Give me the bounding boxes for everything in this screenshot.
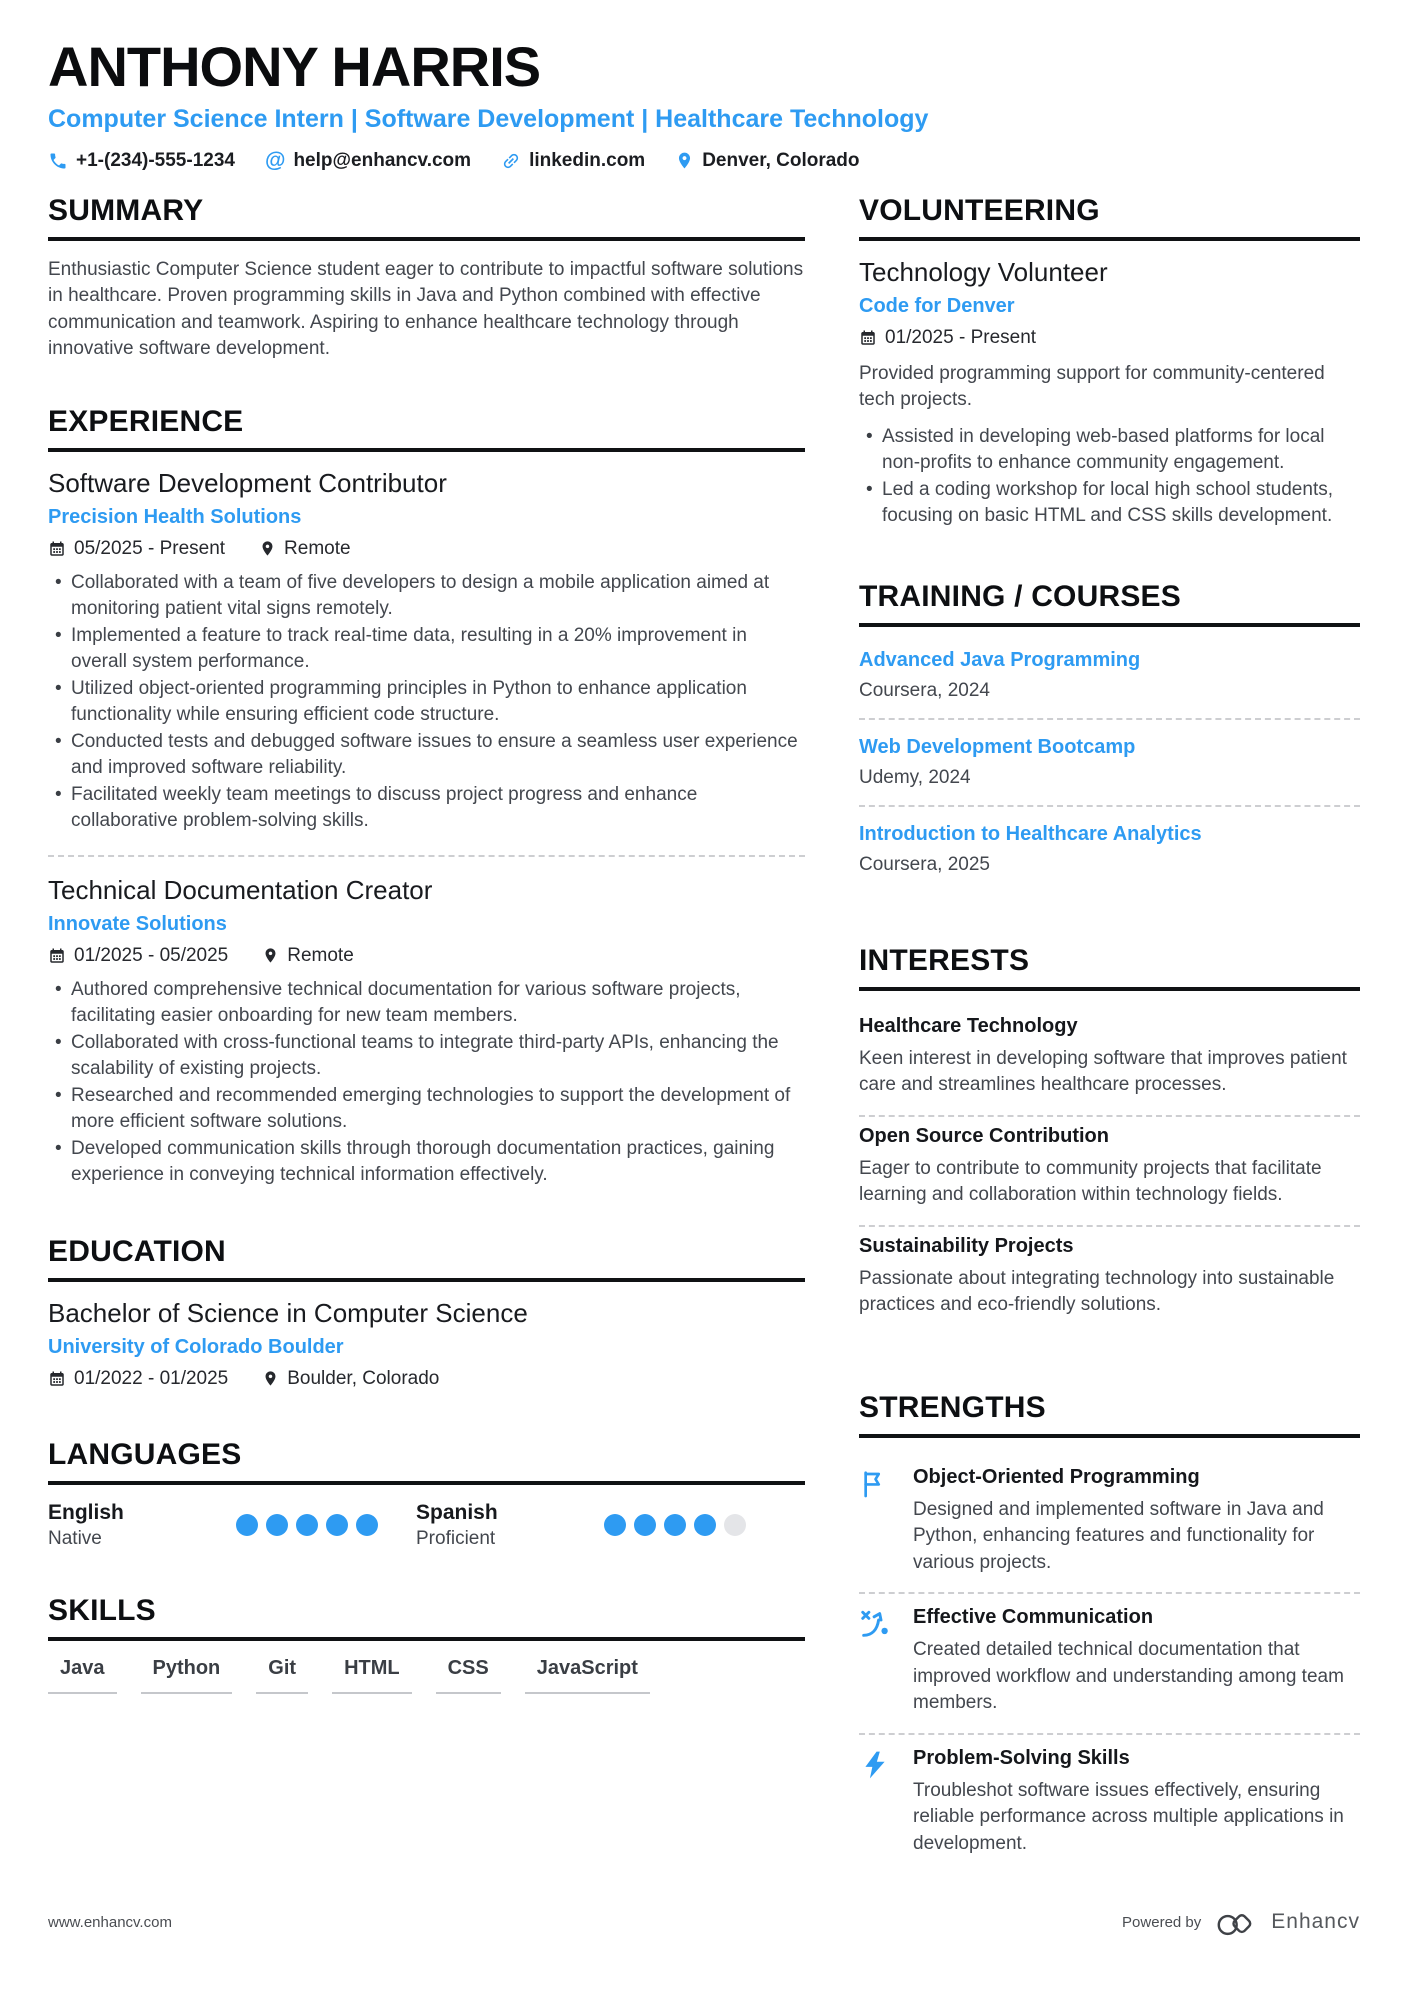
skills-section xyxy=(48,1594,805,1694)
email-address: help@enhancv.com xyxy=(293,149,472,171)
strength-item xyxy=(859,1594,1360,1733)
language-name: English xyxy=(48,1500,124,1524)
degree-title: Bachelor of Science in Computer Science xyxy=(48,1297,528,1328)
date-text: 05/2025 - Present xyxy=(74,537,226,559)
skill-tag: Java xyxy=(48,1657,117,1694)
at-icon: @ xyxy=(264,149,286,173)
date-text: 01/2025 - Present xyxy=(885,326,1037,348)
divider xyxy=(859,718,1360,720)
phone-number: +1-(234)-555-1234 xyxy=(76,149,235,171)
footer-site-link[interactable]: www.enhancv.com xyxy=(48,1913,172,1931)
interest-title: Healthcare Technology xyxy=(859,1014,1078,1037)
education-meta xyxy=(48,1368,805,1390)
level-dot-filled xyxy=(266,1514,288,1536)
languages-heading: LANGUAGES xyxy=(48,1438,805,1485)
date-range xyxy=(48,538,225,560)
strength-text: Created detailed technical documentation that improved workflow and understanding among team members. xyxy=(913,1639,1344,1714)
interest-text: Passionate about integrating technology into sustainable practices and eco-friendly solutions. xyxy=(859,1267,1335,1316)
strength-item xyxy=(859,1735,1360,1874)
skill-tag: JavaScript xyxy=(525,1657,650,1694)
divider xyxy=(859,805,1360,807)
strength-title: Object-Oriented Programming xyxy=(913,1465,1200,1488)
experience-section xyxy=(48,405,805,1189)
volunteering-section xyxy=(859,194,1360,530)
interests-section xyxy=(859,944,1360,1335)
job-location xyxy=(262,945,354,967)
date-range xyxy=(48,1368,228,1390)
training-section xyxy=(859,580,1360,890)
headline: Computer Science Intern | Software Development | Healthcare Technology xyxy=(48,104,929,133)
job-meta xyxy=(48,538,805,560)
powered-by-label: Powered by xyxy=(1122,1913,1202,1931)
strength-text: Designed and implemented software in Java and Python, enhancing features and functionality for various projects. xyxy=(913,1498,1324,1573)
interest-item xyxy=(859,1007,1360,1115)
skills-heading: SKILLS xyxy=(48,1594,805,1641)
bullet: • Collaborated with a team of five developers to design a mobile application aimed at monitoring patient vital signs remotely. xyxy=(48,570,805,623)
date-range xyxy=(48,945,228,967)
level-dot-filled xyxy=(326,1514,348,1536)
level-dot-filled xyxy=(236,1514,258,1536)
course-item xyxy=(859,809,1360,890)
bullet: • Collaborated with cross-functional teams to integrate third-party APIs, enhancing the scalability of existing projects. xyxy=(48,1030,805,1083)
interest-item xyxy=(859,1117,1360,1225)
level-dot-filled xyxy=(694,1514,716,1536)
email-contact[interactable] xyxy=(265,150,471,172)
level-dot-filled xyxy=(296,1514,318,1536)
calendar-icon xyxy=(48,947,66,965)
enhancv-brand-name[interactable]: Enhancv xyxy=(1271,1910,1360,1933)
strengths-heading: STRENGTHS xyxy=(859,1391,1360,1438)
bullet: • Conducted tests and debugged software issues to ensure a seamless user experience and improved software reliability. xyxy=(48,729,805,782)
date-range xyxy=(859,327,1036,349)
page-footer xyxy=(48,1905,1360,1939)
course-link[interactable]: Advanced Java Programming xyxy=(859,648,1141,671)
level-dot-filled xyxy=(634,1514,656,1536)
language-dots xyxy=(604,1514,746,1536)
course-item xyxy=(859,643,1360,716)
job-bullets xyxy=(48,570,805,835)
linkedin-url: linkedin.com xyxy=(529,149,646,171)
flag-icon xyxy=(859,1466,895,1577)
job-title: Technical Documentation Creator xyxy=(48,874,433,905)
organization-link[interactable]: Code for Denver xyxy=(859,294,1015,317)
skill-tag: CSS xyxy=(436,1657,501,1694)
strengths-section xyxy=(859,1391,1360,1874)
volunteer-meta xyxy=(859,327,1360,349)
volunteering-heading: VOLUNTEERING xyxy=(859,194,1360,241)
strength-title: Effective Communication xyxy=(913,1606,1154,1629)
level-dot-filled xyxy=(604,1514,626,1536)
experience-item xyxy=(48,875,805,1189)
pin-icon xyxy=(262,947,279,964)
calendar-icon xyxy=(859,329,877,347)
company-link[interactable]: Innovate Solutions xyxy=(48,912,227,935)
summary-section xyxy=(48,194,805,363)
language-level: Native xyxy=(48,1527,102,1549)
location-text: Denver, Colorado xyxy=(702,149,860,171)
education-heading: EDUCATION xyxy=(48,1235,805,1282)
level-dot-filled xyxy=(664,1514,686,1536)
linkedin-contact[interactable] xyxy=(501,150,645,172)
education-section xyxy=(48,1235,805,1390)
interest-text: Eager to contribute to community projects that facilitate learning and collaboration within technology fields. xyxy=(859,1157,1322,1206)
language-item xyxy=(48,1501,378,1550)
job-bullets xyxy=(48,977,805,1189)
bullet: • Assisted in developing web-based platforms for local non-profits to enhance community engagement. xyxy=(859,424,1360,477)
strength-item xyxy=(859,1454,1360,1593)
experience-heading: EXPERIENCE xyxy=(48,405,805,452)
bullet: • Implemented a feature to track real-time data, resulting in a 20% improvement in overall system performance. xyxy=(48,623,805,676)
language-name: Spanish xyxy=(416,1500,498,1524)
calendar-icon xyxy=(48,540,66,558)
strategy-icon xyxy=(859,1606,895,1717)
person-name: ANTHONY HARRIS xyxy=(48,35,541,98)
bullet: • Facilitated weekly team meetings to discuss project progress and enhance collaborative problem-solving skills. xyxy=(48,782,805,835)
language-level: Proficient xyxy=(416,1527,496,1549)
divider xyxy=(48,855,805,857)
languages-section xyxy=(48,1438,805,1550)
location-text: Remote xyxy=(284,537,351,559)
strength-text: Troubleshot software issues effectively, ensuring reliable performance across multiple applications in development. xyxy=(913,1779,1344,1854)
contact-row xyxy=(48,150,1360,172)
summary-text: Enthusiastic Computer Science student eager to contribute to impactful software solutions in healthcare. Proven programming skills in Java and Python combined with effective communication and teamwork. Aspiring to enhance healthcare technology through innovative software development. xyxy=(48,258,804,360)
interest-title: Sustainability Projects xyxy=(859,1234,1074,1257)
education-location xyxy=(262,1368,439,1390)
calendar-icon xyxy=(48,1370,66,1388)
skill-list xyxy=(48,1657,805,1694)
pin-icon xyxy=(259,540,276,557)
link-icon xyxy=(497,147,525,175)
course-provider: Coursera, 2024 xyxy=(859,679,990,701)
course-link[interactable]: Introduction to Healthcare Analytics xyxy=(859,822,1202,845)
powered-by xyxy=(1122,1905,1360,1939)
lightning-icon xyxy=(859,1747,895,1858)
phone-contact[interactable] xyxy=(48,150,235,172)
resume-header xyxy=(48,35,1360,173)
skill-tag: Python xyxy=(141,1657,233,1694)
volunteer-role: Technology Volunteer xyxy=(859,256,1108,287)
job-location xyxy=(259,538,351,560)
interests-heading: INTERESTS xyxy=(859,944,1360,991)
job-title: Software Development Contributor xyxy=(48,467,447,498)
location-text: Remote xyxy=(287,944,354,966)
interest-text: Keen interest in developing software that improves patient care and streamlines healthcare processes. xyxy=(859,1047,1347,1096)
date-text: 01/2025 - 05/2025 xyxy=(74,944,229,966)
summary-heading: SUMMARY xyxy=(48,194,805,241)
course-link[interactable]: Web Development Bootcamp xyxy=(859,735,1136,758)
enhancv-logo-icon xyxy=(1213,1905,1259,1939)
language-item xyxy=(416,1501,746,1550)
volunteer-bullets xyxy=(859,424,1360,530)
skill-tag: HTML xyxy=(332,1657,412,1694)
company-link[interactable]: Precision Health Solutions xyxy=(48,505,302,528)
interest-item xyxy=(859,1227,1360,1335)
skill-tag: Git xyxy=(256,1657,308,1694)
pin-icon xyxy=(262,1370,279,1387)
volunteer-summary: Provided programming support for community-centered tech projects. xyxy=(859,362,1325,411)
bullet: • Developed communication skills through thorough documentation practices, gaining experience in conveying technical information effectively. xyxy=(48,1136,805,1189)
bullet: • Utilized object-oriented programming principles in Python to enhance application functionality while ensuring efficient code structure. xyxy=(48,676,805,729)
language-dots xyxy=(236,1514,378,1536)
bullet: • Led a coding workshop for local high school students, focusing on basic HTML and CSS skills development. xyxy=(859,477,1360,530)
phone-icon xyxy=(48,151,68,171)
level-dot-filled xyxy=(356,1514,378,1536)
level-dot-empty xyxy=(724,1514,746,1536)
training-heading: TRAINING / COURSES xyxy=(859,580,1360,627)
course-provider: Udemy, 2024 xyxy=(859,766,971,788)
location-contact xyxy=(675,150,859,172)
date-text: 01/2022 - 01/2025 xyxy=(74,1367,229,1389)
job-meta xyxy=(48,945,805,967)
strength-title: Problem-Solving Skills xyxy=(913,1746,1130,1769)
experience-item xyxy=(48,468,805,835)
interest-title: Open Source Contribution xyxy=(859,1124,1109,1147)
course-item xyxy=(859,722,1360,803)
course-provider: Coursera, 2025 xyxy=(859,853,990,875)
location-icon xyxy=(675,151,694,170)
bullet: • Authored comprehensive technical documentation for various software projects, facilitating easier onboarding for new team members. xyxy=(48,977,805,1030)
bullet: • Researched and recommended emerging technologies to support the development of more efficient software solutions. xyxy=(48,1083,805,1136)
location-text: Boulder, Colorado xyxy=(287,1367,440,1389)
school-link[interactable]: University of Colorado Boulder xyxy=(48,1335,344,1358)
